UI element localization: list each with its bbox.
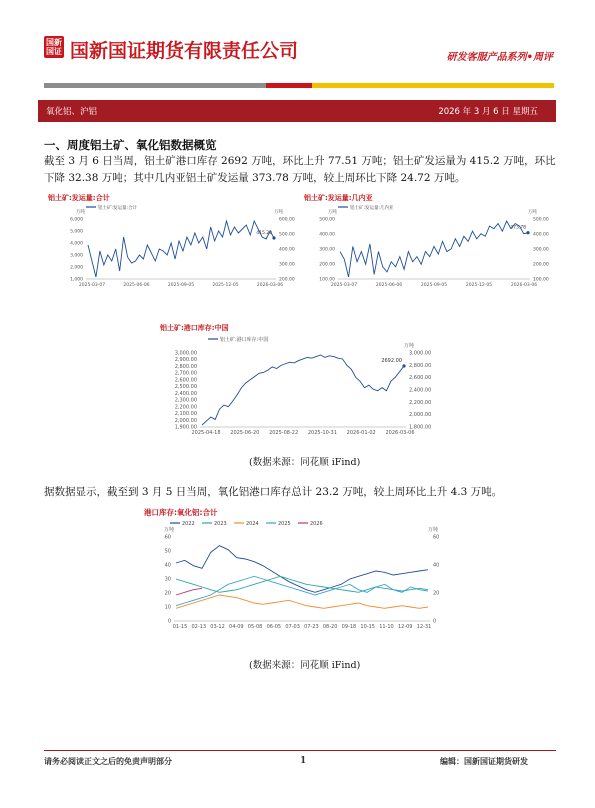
- y-tick-left: 3,000: [70, 253, 83, 259]
- x-tick: 2025-08-22: [269, 430, 299, 436]
- y-tick-right: 60: [433, 534, 440, 541]
- chart-title: 铝土矿:发运量:几内亚: [304, 194, 373, 202]
- series-line-铝土矿:港口库存:中国: [202, 355, 404, 425]
- y-tick-left: 50: [164, 548, 171, 555]
- x-tick: 09-18: [341, 624, 357, 630]
- y-tick-left: 3,000.00: [174, 350, 197, 357]
- chart-bauxite-guinea: [302, 193, 552, 293]
- legend-label: 铝土矿:发运量:几内亚: [350, 205, 394, 211]
- x-tick: 03-12: [210, 624, 225, 630]
- y-tick-left: 2,900.00: [174, 357, 197, 364]
- series-line-铝土矿:发运量:合计: [88, 221, 274, 277]
- chart-svg: [46, 193, 295, 293]
- x-tick: 2026-03-06: [510, 283, 538, 288]
- y-tick-left: 200.00: [319, 262, 335, 268]
- y-tick-right: 1,800.00: [409, 424, 432, 431]
- y-tick-left: 400.00: [319, 232, 335, 238]
- y-tick-left: 300.00: [319, 247, 335, 253]
- y-tick-left: 2,000.00: [174, 417, 197, 424]
- x-tick: 05-08: [247, 624, 263, 630]
- y-tick-right: 400.00: [279, 247, 295, 253]
- y-tick-left: 60: [164, 534, 171, 541]
- y-tick-right: 100.00: [533, 277, 549, 283]
- topic-bar: [38, 100, 556, 122]
- series-line-2023: [176, 576, 428, 592]
- y-tick-right: 3,000.00: [409, 350, 432, 357]
- x-tick: 2025-03-07: [330, 283, 358, 288]
- x-tick: 08-20: [322, 624, 338, 630]
- x-tick: 02-13: [191, 624, 207, 630]
- y-axis-label-right: 万吨: [428, 527, 439, 533]
- x-tick: 07-23: [304, 624, 319, 630]
- y-tick-right: 200.00: [279, 277, 295, 283]
- section-title: 一、周度铝土矿、氧化铝数据概览: [44, 138, 217, 152]
- header-stripe-red: [266, 83, 312, 88]
- x-tick: 2025-06-06: [123, 283, 150, 288]
- y-tick-right: 40: [433, 562, 440, 569]
- topic-label: 氧化铝、沪铝: [46, 107, 98, 117]
- y-tick-left: 2,100.00: [174, 411, 197, 418]
- y-tick-right: 2,800.00: [409, 362, 432, 369]
- y-tick-left: 2,500.00: [174, 384, 197, 391]
- x-tick: 2025-03-07: [78, 283, 106, 288]
- y-tick-right: 300.00: [279, 262, 295, 268]
- y-tick-left: 40: [164, 562, 171, 569]
- legend-label: 2026: [310, 520, 323, 527]
- chart-title: 港口库存:氧化铝:合计: [144, 508, 218, 517]
- company-logo: [44, 36, 64, 58]
- y-tick-left: 2,300.00: [174, 397, 197, 404]
- chart-bauxite-total: [46, 193, 295, 293]
- series-line-铝土矿:发运量:几内亚: [340, 221, 528, 277]
- y-tick-left: 30: [164, 576, 171, 583]
- y-tick-left: 4,000: [70, 241, 83, 247]
- x-tick: 07-03: [285, 624, 300, 630]
- x-tick: 10-15: [360, 624, 375, 630]
- last-value-label: 415.20: [256, 231, 272, 236]
- y-tick-left: 2,000: [70, 265, 83, 271]
- y-tick-left: 10: [164, 604, 171, 611]
- x-tick: 2025-12-05: [465, 283, 493, 288]
- footer-divider: [44, 750, 556, 751]
- last-value-label: 2692.00: [381, 357, 402, 364]
- legend-label: 2022: [182, 520, 195, 527]
- y-tick-left: 2,400.00: [174, 390, 197, 397]
- header-stripe-gray: [44, 83, 266, 88]
- last-point-marker: [526, 231, 529, 234]
- x-tick: 2025-12-05: [212, 283, 239, 288]
- y-tick-left: 2,600.00: [174, 377, 197, 384]
- y-tick-left: 1,000: [70, 277, 83, 283]
- data-source-2: (数据来源：同花顺 iFind): [249, 660, 361, 671]
- x-tick: 2026-01-02: [346, 430, 376, 436]
- y-tick-right: 200.00: [533, 262, 549, 268]
- footer-editor: 编辑：国新国证期货研发: [440, 756, 528, 766]
- x-tick: 2025-09-05: [420, 283, 448, 288]
- x-tick: 2025-04-18: [191, 430, 221, 436]
- x-tick: 12-09: [397, 624, 413, 630]
- y-tick-right: 500.00: [533, 217, 549, 223]
- y-tick-left: 1,900.00: [174, 424, 197, 431]
- y-axis-label-left: 万吨: [76, 210, 85, 215]
- y-tick-left: 5,000: [70, 229, 83, 235]
- x-tick: 2025-06-20: [230, 430, 260, 436]
- y-axis-label-right: 万吨: [528, 210, 537, 215]
- page-number: 1: [300, 756, 307, 766]
- y-tick-right: 20: [433, 590, 440, 597]
- y-axis-label-left: 万吨: [164, 527, 175, 533]
- last-value-label: 373.78: [510, 225, 526, 231]
- y-tick-right: 2,400.00: [409, 387, 432, 394]
- x-tick: 01-15: [172, 624, 188, 630]
- paragraph-alumina: 据数据显示，截至到 3 月 5 日当周，氧化铝港口库存总计 23.2 万吨，较上周环比上升 4.3 万吨。: [44, 486, 503, 498]
- date-label: 2026 年 3 月 6 日 星期五: [438, 107, 538, 117]
- x-tick: 2025-10-31: [307, 430, 337, 436]
- x-tick: 2025-06-06: [375, 283, 403, 288]
- y-tick-right: 300.00: [533, 247, 549, 253]
- chart-alumina-port-inventory: [144, 507, 454, 635]
- chart-svg: [160, 323, 450, 443]
- legend-label: 铝土矿:港口库存:中国: [220, 336, 269, 343]
- data-source-1: (数据来源：同花顺 iFind): [249, 457, 361, 468]
- series-line-2024: [176, 595, 428, 608]
- y-tick-right: 2,000.00: [409, 412, 432, 419]
- y-axis-label-right: 万吨: [404, 343, 415, 349]
- series-line-2022: [176, 546, 428, 593]
- footer-disclaimer: 请务必阅读正文之后的免责声明部分: [44, 756, 172, 766]
- legend-label: 2025: [278, 520, 291, 527]
- y-tick-right: 500.00: [279, 232, 295, 238]
- y-tick-right: 600.00: [279, 217, 295, 223]
- chart-bauxite-port-inventory: [160, 323, 450, 443]
- y-tick-left: 500.00: [319, 217, 335, 223]
- chart-title: 铝土矿:港口库存:中国: [160, 324, 229, 332]
- y-axis-label-right: 万吨: [274, 210, 283, 215]
- last-point-marker: [402, 364, 405, 367]
- y-tick-left: 6,000: [70, 217, 83, 223]
- y-axis-label-left: 万吨: [328, 210, 337, 215]
- y-tick-left: 2,800.00: [174, 363, 197, 370]
- x-tick: 12-31: [416, 624, 432, 630]
- x-tick: 06-05: [266, 624, 282, 630]
- chart-svg: [144, 507, 454, 635]
- x-tick: 2026-03-06: [256, 283, 284, 288]
- chart-svg: [302, 193, 552, 293]
- y-tick-right: 0: [433, 618, 437, 625]
- legend-label: 2024: [246, 520, 259, 527]
- x-tick: 04-09: [229, 624, 244, 630]
- series-line-2026: [176, 588, 202, 595]
- y-tick-left: 20: [164, 590, 171, 597]
- x-tick: 2025-09-05: [167, 283, 195, 288]
- report-series: 研发客服产品系列•周评: [446, 52, 553, 63]
- header-stripe-yellow: [312, 83, 554, 88]
- y-tick-right: 2,600.00: [409, 375, 432, 382]
- y-tick-left: 0: [167, 618, 171, 625]
- paragraph-bauxite: 截至 3 月 6 日当周，铝土矿港口库存 2692 万吨，环比上升 77.51 万吨；铝土矿发运量为 415.2 万吨，环比下降 32.38 万吨；其中几内亚铝土矿发运量 373.78 万吨，较上周环比下降 24.72 万吨。: [44, 155, 556, 184]
- last-point-marker: [272, 236, 275, 239]
- x-tick: 11-10: [379, 624, 394, 630]
- y-tick-right: 400.00: [533, 232, 549, 238]
- company-name: 国新国证期货有限责任公司: [70, 40, 299, 62]
- legend-label: 铝土矿:发运量:合计: [98, 205, 138, 211]
- y-tick-right: 2,200.00: [409, 399, 432, 406]
- x-tick: 2026-03-06: [385, 430, 415, 436]
- y-tick-left: 2,200.00: [174, 404, 197, 411]
- logo-text: 国新 国证: [46, 38, 62, 56]
- legend-label: 2023: [214, 520, 227, 527]
- y-tick-left: 100.00: [319, 277, 335, 283]
- y-tick-left: 2,700.00: [174, 370, 197, 377]
- chart-title: 铝土矿:发运量:合计: [48, 194, 110, 202]
